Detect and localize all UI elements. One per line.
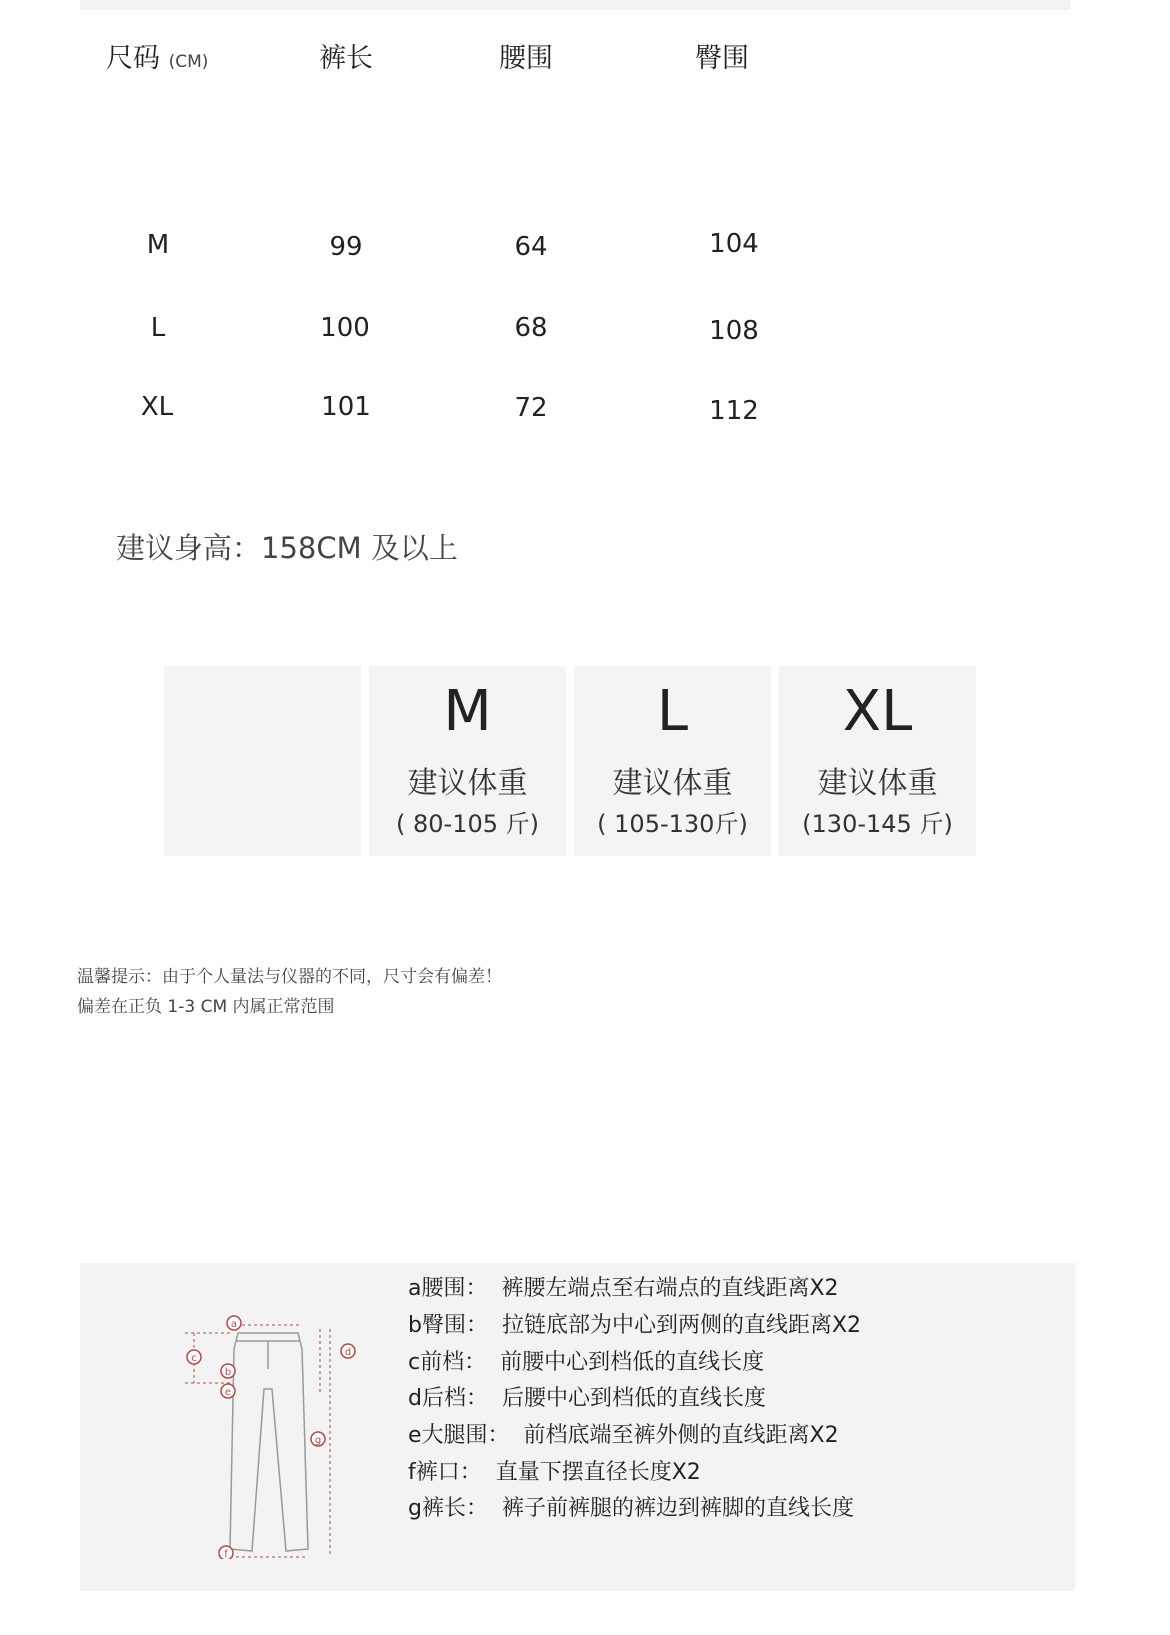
marker-b-letter: b bbox=[224, 1367, 232, 1378]
tip-line-1: 温馨提示：由于个人量法与仪器的不同，尺寸会有偏差！ bbox=[77, 967, 502, 987]
size-unit-label: (CM) bbox=[168, 52, 209, 72]
weight-box-size: XL bbox=[842, 679, 913, 744]
row-hip: 104 bbox=[709, 229, 759, 259]
guide-item-a: a腰围： 裤腰左端点至右端点的直线距离X2 bbox=[408, 1276, 839, 1301]
weight-box-label: 建议体重 bbox=[612, 766, 733, 801]
marker-c-letter: c bbox=[191, 1353, 197, 1364]
weight-box-range: ( 105-130斤) bbox=[597, 810, 748, 838]
marker-a-letter: a bbox=[230, 1319, 238, 1330]
measurement-guide-panel bbox=[80, 1263, 1075, 1591]
weight-box-m bbox=[369, 666, 566, 856]
hip-header: 臀围 bbox=[695, 43, 749, 74]
weight-box-l bbox=[574, 666, 771, 856]
marker-f-letter: f bbox=[224, 1549, 228, 1559]
weight-box-range: (130-145 斤) bbox=[802, 810, 953, 838]
row-size: L bbox=[150, 313, 166, 343]
guide-item-f: f裤口： 直量下摆直径长度X2 bbox=[408, 1460, 701, 1485]
guide-item-c: c前档： 前腰中心到档低的直线长度 bbox=[408, 1350, 765, 1375]
marker-g-letter: g bbox=[314, 1435, 322, 1446]
row-waist: 72 bbox=[514, 393, 548, 423]
guide-item-b: b臀围： 拉链底部为中心到两侧的直线距离X2 bbox=[408, 1313, 862, 1338]
size-header-label: 尺码 bbox=[106, 43, 160, 74]
row-hip: 112 bbox=[709, 396, 759, 426]
row-length: 100 bbox=[320, 313, 370, 343]
row-length: 101 bbox=[321, 392, 371, 422]
top-divider bbox=[80, 0, 1070, 10]
weight-box-label: 建议体重 bbox=[407, 766, 528, 801]
marker-e-letter: e bbox=[224, 1387, 232, 1398]
size-header bbox=[106, 36, 208, 75]
guide-item-d: d后档： 后腰中心到档低的直线长度 bbox=[408, 1386, 766, 1411]
length-header: 裤长 bbox=[319, 43, 373, 74]
guide-item-e: e大腿围： 前档底端至裤外侧的直线距离X2 bbox=[408, 1423, 839, 1448]
pants-diagram-icon bbox=[180, 1299, 380, 1559]
weight-box-range: ( 80-105 斤) bbox=[396, 810, 539, 838]
weight-box-label: 建议体重 bbox=[817, 766, 938, 801]
weight-box-size: M bbox=[443, 679, 492, 744]
tip-line-2: 偏差在正负 1-3 CM 内属正常范围 bbox=[77, 997, 335, 1017]
row-length: 99 bbox=[329, 232, 363, 262]
weight-box-xl bbox=[779, 666, 976, 856]
row-waist: 68 bbox=[514, 313, 548, 343]
row-size: M bbox=[146, 230, 170, 260]
row-size: XL bbox=[140, 392, 174, 422]
weight-box-empty bbox=[164, 666, 361, 856]
height-recommendation: 建议身高：158CM 及以上 bbox=[116, 531, 458, 565]
marker-d-letter: d bbox=[344, 1347, 352, 1358]
guide-item-g: g裤长： 裤子前裤腿的裤边到裤脚的直线长度 bbox=[408, 1496, 854, 1521]
waist-header: 腰围 bbox=[499, 43, 553, 74]
row-waist: 64 bbox=[514, 232, 548, 262]
weight-box-size: L bbox=[656, 679, 689, 744]
row-hip: 108 bbox=[709, 316, 759, 346]
